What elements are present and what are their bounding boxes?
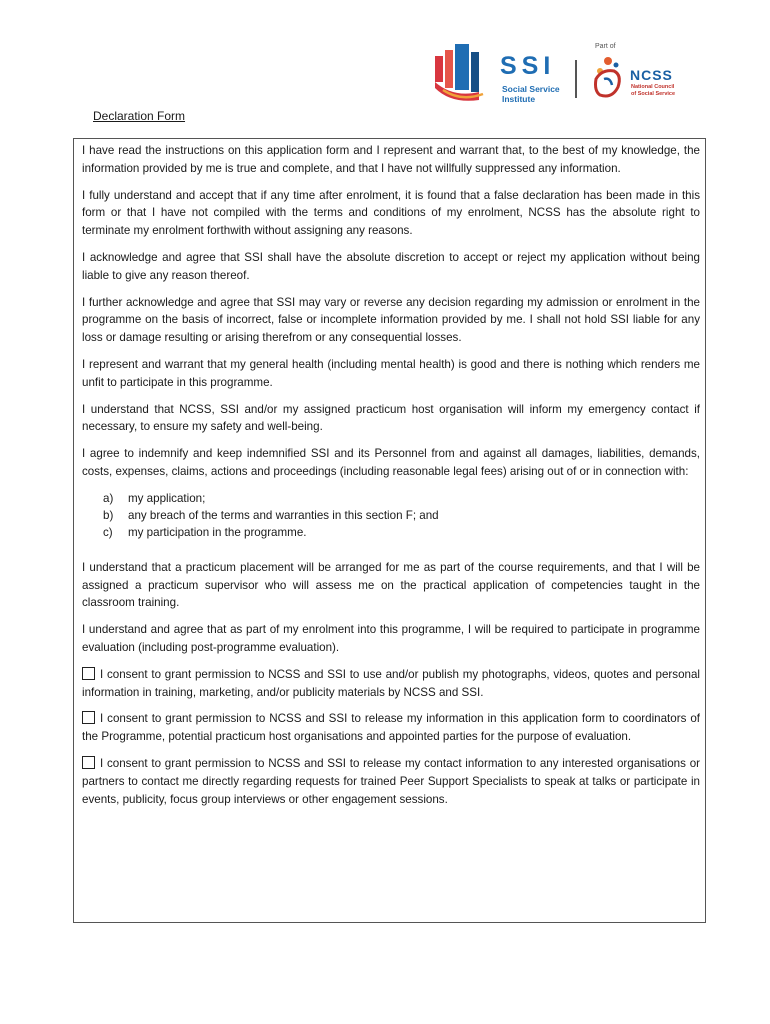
declaration-paragraph: I understand and agree that as part of my enrolment into this programme, I will be required to participate in programme evaluation (including post-programme evaluation). (82, 623, 700, 654)
ncss-name: NCSS (630, 67, 673, 83)
ssi-logo-icon (433, 42, 491, 102)
list-marker: c) (103, 525, 113, 539)
declaration-paragraph: I further acknowledge and agree that SSI may vary or reverse any decision regarding my admission or enrolment in the programme on the basis of incorrect, false or incomplete information provided by me. I shall not hold SSI liable for any loss or damage resulting or arising therefrom or any consequential losses. (82, 295, 700, 345)
ssi-name: SSI (500, 52, 556, 80)
ncss-logo (590, 43, 690, 103)
ssi-logo (433, 42, 593, 102)
declaration-paragraph: I understand that a practicum placement will be arranged for me as part of the course requirements, and that I will be assigned a practicum supervisor who will assess me on the practical application of competencies taught in the classroom training. (82, 560, 700, 610)
list-marker: b) (103, 508, 114, 522)
ssi-subtitle-line: Institute (502, 94, 536, 104)
ncss-logo-icon (592, 53, 626, 103)
ncss-subtitle (631, 84, 675, 98)
consent-contact-info-checkbox[interactable] (82, 756, 95, 769)
declaration-paragraph: I understand that NCSS, SSI and/or my assigned practicum host organisation will inform my emergency contact if necessary, to ensure my safety and well-being. (82, 402, 700, 434)
list-item (103, 490, 700, 507)
consent-text: I consent to grant permission to NCSS and SSI to use and/or publish my photographs, videos, quotes and personal information in training, marketing, and/or publicity materials by NCSS and SSI. (82, 667, 700, 699)
consent-release-info-checkbox[interactable] (82, 711, 95, 724)
form-title: Declaration Form (93, 109, 186, 123)
part-of-label: Part of (595, 43, 616, 50)
logo-divider (575, 60, 577, 98)
ncss-subtitle-line: of Social Service (631, 91, 676, 97)
list-item-text: any breach of the terms and warranties in this section F; and (128, 508, 439, 522)
consent-photos (82, 666, 700, 702)
indemnity-list (82, 490, 700, 541)
declaration-paragraph: I fully understand and accept that if any time after enrolment, it is found that a false declaration has been made in this form or that I have not compiled with the terms and conditions of my enrolment, NCSS has the absolute right to terminate my enrolment forthwith without assigning any reasons. (82, 188, 700, 238)
header-logos (430, 40, 690, 110)
list-item-text: my participation in the programme. (128, 525, 307, 539)
ssi-subtitle-line: Social Service (502, 84, 560, 94)
declaration-paragraph: I represent and warrant that my general health (including mental health) is good and there is nothing which renders me unfit to participate in this programme. (82, 357, 700, 389)
declaration-content (82, 142, 700, 817)
consent-photos-checkbox[interactable] (82, 667, 95, 680)
consent-text: I consent to grant permission to NCSS and SSI to release my contact information to any interested organisations or partners to contact me directly regarding requests for trained Peer Support Specialists to speak at talks or participate in events, publicity, focus group interviews or other engagement sessions. (82, 756, 700, 806)
list-item (103, 507, 700, 524)
declaration-box (73, 138, 706, 923)
ssi-subtitle (502, 84, 572, 104)
declaration-paragraph: I acknowledge and agree that SSI shall have the absolute discretion to accept or reject my application without being liable to give any reason thereof. (82, 250, 700, 282)
declaration-paragraph: I agree to indemnify and keep indemnified SSI and its Personnel from and against all damages, liabilities, demands, costs, expenses, claims, actions and proceedings (including reasonable legal fees) arising out of or in connection with: (82, 447, 700, 478)
ncss-subtitle-line: National Council (631, 84, 675, 90)
list-item-text: my application; (128, 491, 206, 505)
consent-text: I consent to grant permission to NCSS and SSI to release my information in this application form to coordinators of the Programme, potential practicum host organisations and appointed parties for the purpose of evaluation. (82, 712, 700, 744)
declaration-paragraph: I have read the instructions on this application form and I represent and warrant that, to the best of my knowledge, the information provided by me is true and complete, and that I have not willfully suppressed any information. (82, 144, 700, 175)
consent-contact-info (82, 755, 700, 808)
list-marker: a) (103, 491, 114, 505)
consent-release-info (82, 710, 700, 746)
list-item (103, 524, 700, 541)
